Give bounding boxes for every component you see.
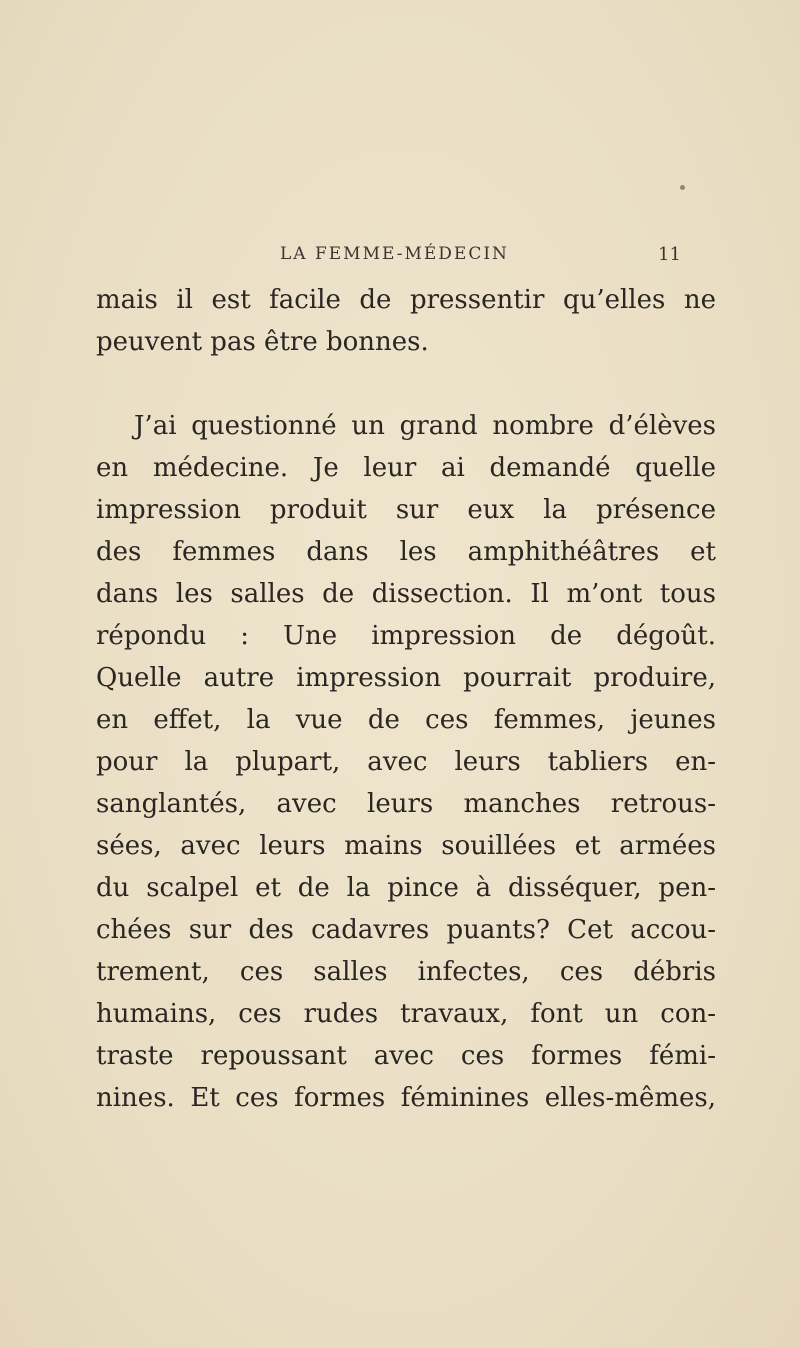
text-line: Quelle autre impression pourrait produire, (96, 663, 716, 693)
page-number: 11 (658, 244, 681, 265)
text-line: trement, ces salles infectes, ces débris (96, 957, 716, 987)
text-line: traste repoussant avec ces formes fémi- (96, 1041, 716, 1071)
text-line: humains, ces rudes travaux, font un con- (96, 999, 716, 1029)
text-line: en médecine. Je leur ai demandé quelle (96, 453, 716, 483)
text-line: sanglantés, avec leurs manches retrous- (96, 789, 716, 819)
text-line: en effet, la vue de ces femmes, jeunes (96, 705, 716, 735)
text-line: mais il est facile de pressentir qu’elles ne (96, 285, 716, 315)
text-line: pour la plupart, avec leurs tabliers en- (96, 747, 716, 777)
paragraph-gap (96, 363, 716, 405)
running-title: LA FEMME-MÉDECIN (280, 244, 509, 264)
text-line: dans les salles de dissection. Il m’ont tous (96, 579, 716, 609)
text-line: répondu : Une impression de dégoût. (96, 621, 716, 651)
text-line: des femmes dans les amphithéâtres et (96, 537, 716, 567)
text-line: J’ai questionné un grand nombre d’élèves (134, 411, 716, 441)
text-line: peuvent pas être bonnes. (96, 327, 429, 357)
text-line: chées sur des cadavres puants? Cet accou- (96, 915, 716, 945)
text-line: nines. Et ces formes féminines elles-mêmes, (96, 1083, 716, 1113)
ink-speck (680, 185, 685, 190)
text-line: sées, avec leurs mains souillées et armées (96, 831, 716, 861)
text-line: du scalpel et de la pince à disséquer, pen- (96, 873, 716, 903)
body-text (96, 279, 716, 1119)
running-head (0, 230, 800, 270)
text-line: impression produit sur eux la présence (96, 495, 716, 525)
